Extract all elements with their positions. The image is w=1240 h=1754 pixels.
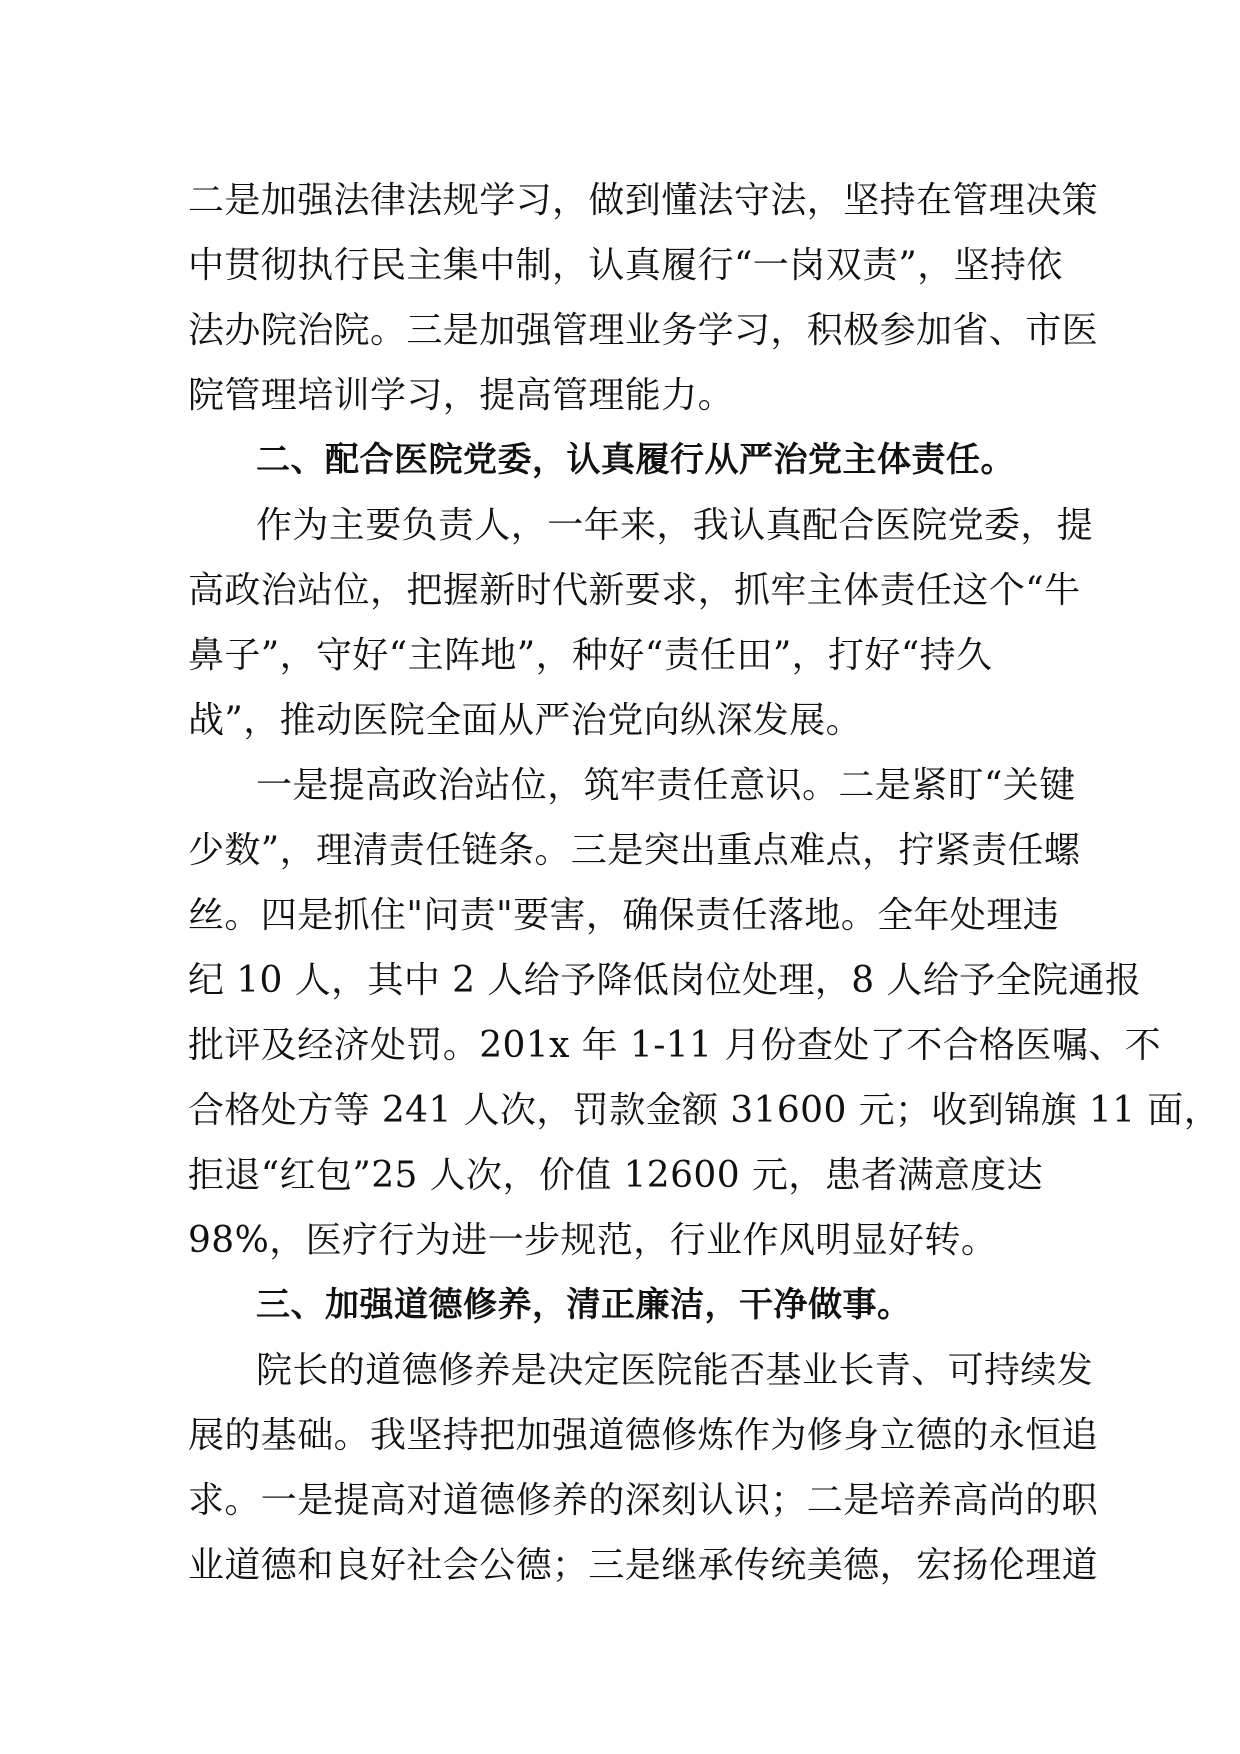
paragraph-line: 战”，推动医院全面从严治党向纵深发展。 bbox=[188, 700, 863, 741]
paragraph-line: 98%，医疗行为进一步规范，行业作风明显好转。 bbox=[188, 1220, 998, 1261]
paragraph-line: 纪 10 人，其中 2 人给予降低岗位处理，8 人给予全院通报 bbox=[188, 960, 1142, 1001]
paragraph-line: 业道德和良好社会公德；三是继承传统美德，宏扬伦理道 bbox=[188, 1545, 1099, 1586]
section-heading-2: 二、配合医院党委，认真履行从严治党主体责任。 bbox=[256, 440, 1015, 480]
paragraph-line: 院管理培训学习，提高管理能力。 bbox=[188, 375, 735, 416]
paragraph-line: 求。一是提高对道德修养的深刻认识；二是培养高尚的职 bbox=[188, 1480, 1099, 1521]
paragraph-line: 高政治站位，把握新时代新要求，抓牢主体责任这个“牛 bbox=[188, 570, 1081, 611]
paragraph-line: 作为主要负责人，一年来，我认真配合医院党委，提 bbox=[256, 505, 1094, 546]
section-heading-3: 三、加强道德修养，清正廉洁，干净做事。 bbox=[256, 1285, 912, 1325]
paragraph-line: 法办院治院。三是加强管理业务学习，积极参加省、市医 bbox=[188, 310, 1099, 351]
paragraph-line: 少数”，理清责任链条。三是突出重点难点，拧紧责任螺 bbox=[188, 830, 1081, 871]
paragraph-line: 二是加强法律法规学习，做到懂法守法，坚持在管理决策 bbox=[188, 180, 1099, 221]
paragraph-line: 批评及经济处罚。201x 年 1-11 月份查处了不合格医嘱、不 bbox=[188, 1025, 1162, 1066]
paragraph-line: 合格处方等 241 人次，罚款金额 31600 元；收到锦旗 11 面， bbox=[188, 1090, 1221, 1131]
paragraph-line: 中贯彻执行民主集中制，认真履行“一岗双责”，坚持依 bbox=[188, 245, 1063, 286]
paragraph-line: 鼻子”，守好“主阵地”，种好“责任田”，打好“持久 bbox=[188, 635, 993, 676]
paragraph-line: 一是提高政治站位，筑牢责任意识。二是紧盯“关键 bbox=[256, 765, 1076, 806]
paragraph-line: 展的基础。我坚持把加强道德修炼作为修身立德的永恒追 bbox=[188, 1415, 1099, 1456]
paragraph-line: 丝。四是抓住"问责"要害，确保责任落地。全年处理违 bbox=[188, 895, 1060, 936]
paragraph-line: 拒退“红包”25 人次，价值 12600 元，患者满意度达 bbox=[188, 1155, 1044, 1196]
paragraph-line: 院长的道德修养是决定医院能否基业长青、可持续发 bbox=[256, 1350, 1094, 1391]
document-body bbox=[188, 168, 1221, 1598]
